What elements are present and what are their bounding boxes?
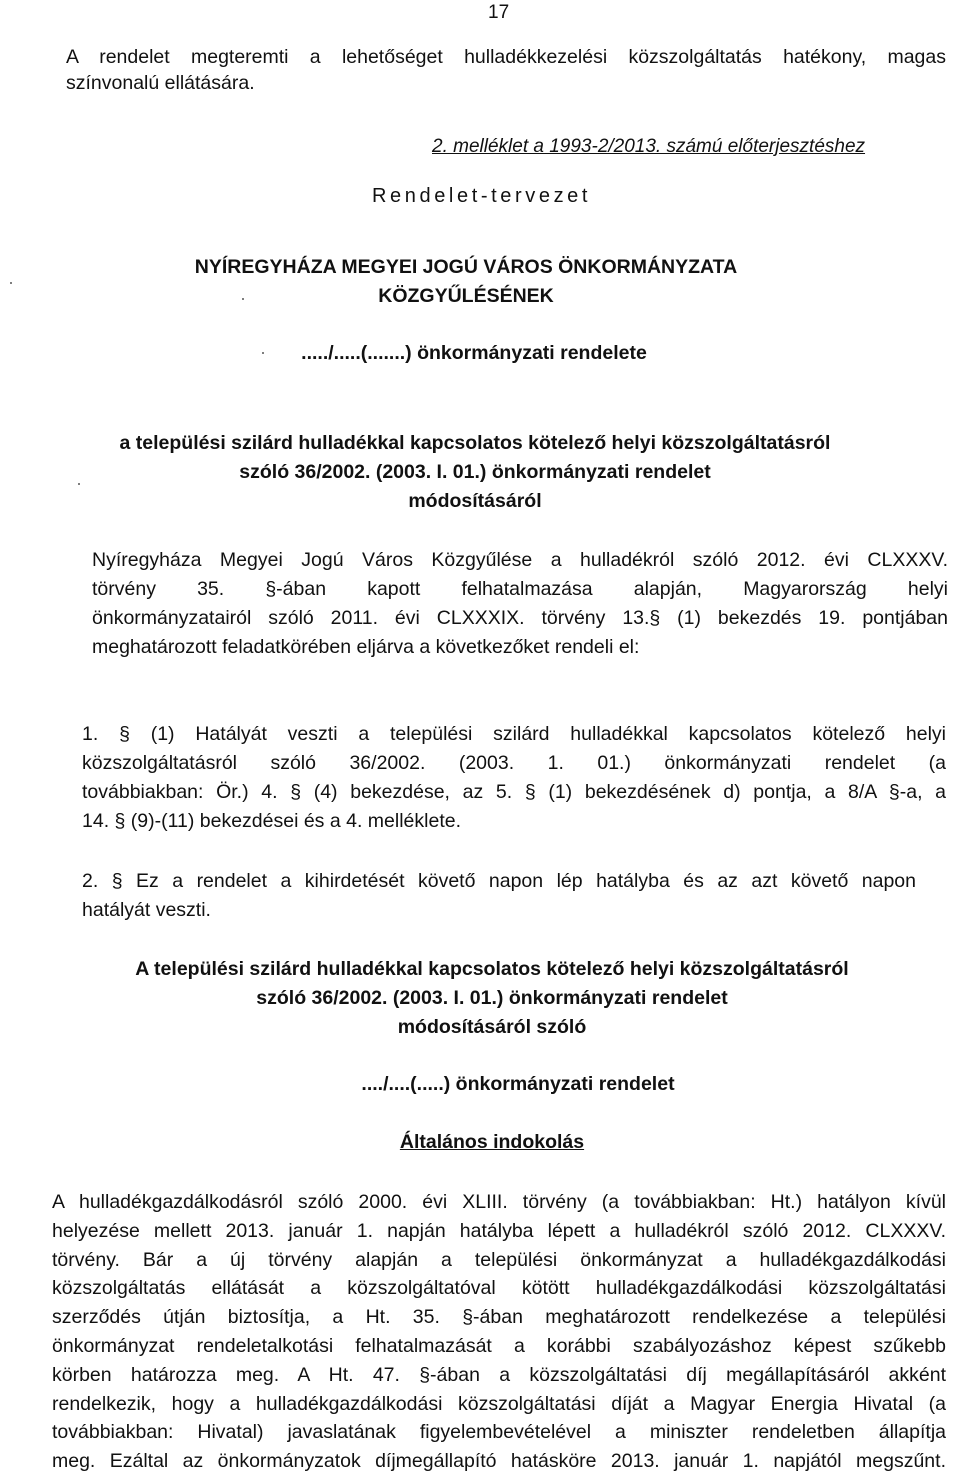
- section-2-line: hatályát veszti.: [82, 899, 211, 921]
- decree-number: ...../.....(.......) önkormányzati rendelete: [301, 342, 647, 364]
- intro-paragraph: [66, 44, 946, 96]
- section-2-line: 2. § Ez a rendelet a kihirdetését követő napon lép hatályba és az azt követő napon: [82, 870, 916, 892]
- decree-subject-line: módosításáról: [408, 490, 542, 512]
- general-justification-line: önkormányzat rendeletalkotási felhatalmazását a korábbi szabályozáshoz képest szűkebb: [52, 1334, 946, 1357]
- general-justification-line: közszolgáltatás ellátását a közszolgáltatóval kötött hulladékgazdálkodási közszolgáltatási: [52, 1277, 946, 1300]
- decree-subject-line: a települési szilárd hulladékkal kapcsolatos kötelező helyi közszolgáltatásról: [119, 432, 831, 454]
- draft-title: Rendelet-tervezet: [372, 185, 592, 207]
- general-justification-line: rendelkezik, hogy a hulladékgazdálkodási közszolgáltatási díját a Magyar Energia Hivatal (a: [52, 1392, 946, 1415]
- general-justification-line: szerződés útján biztosítja, a Ht. 35. §-ában meghatározott rendelkezése a települési: [52, 1306, 946, 1329]
- general-justification-line: körben határozza meg. A Ht. 47. §-ában a közszolgáltatási díj megállapításáról akként: [52, 1363, 946, 1386]
- general-justification-title: Általános indokolás: [399, 1131, 585, 1153]
- preamble-line: Nyíregyháza Megyei Jogú Város Közgyűlése a hulladékról szóló 2012. évi CLXXXV.: [92, 549, 948, 571]
- preamble-line: meghatározott feladatkörében eljárva a következőket rendeli el:: [92, 636, 640, 658]
- section-1-line: 14. § (9)-(11) bekezdései és a 4. melléklete.: [82, 810, 461, 832]
- general-justification-line: törvény. Bár a új törvény alapján a települési önkormányzat a hulladékgazdálkodási: [52, 1248, 946, 1271]
- preamble-line: önkormányzatairól szóló 2011. évi CLXXXIX. törvény 13.§ (1) bekezdés 19. pontjában: [92, 607, 948, 629]
- justification-decree: ..../....(.....) önkormányzati rendelet: [361, 1073, 675, 1095]
- section-1-line: közszolgáltatásról szóló 36/2002. (2003. 1. 01.) önkormányzati rendelet (a: [82, 752, 946, 774]
- section-1-line: továbbiakban: Ör.) 4. § (4) bekezdése, az 5. § (1) bekezdésének d) pontja, a 8/A §-a, a: [82, 781, 946, 803]
- page-number: 17: [488, 2, 510, 23]
- intro-line: színvonalú ellátására.: [66, 72, 255, 94]
- section-2: [82, 867, 916, 925]
- decree-subject-line: szóló 36/2002. (2003. I. 01.) önkormányzati rendelet: [239, 461, 711, 483]
- preamble-line: törvény 35. §-ában kapott felhatalmazása alapján, Magyarország helyi: [92, 578, 948, 600]
- intro-line: A rendelet megteremti a lehetőséget hulladékkezelési közszolgáltatás hatékony, magas: [66, 46, 946, 68]
- annex-reference: 2. melléklet a 1993-2/2013. számú előterjesztéshez: [432, 136, 866, 157]
- justification-header-line: A települési szilárd hulladékkal kapcsolatos kötelező helyi közszolgáltatásról: [135, 958, 849, 980]
- general-justification-line: továbbiakban: Hivatal) javaslatának figyelembevételével a miniszter rendeletben állapítja: [52, 1421, 946, 1444]
- section-1-line: 1. § (1) Hatályát veszti a települési szilárd hulladékkal kapcsolatos kötelező helyi: [82, 723, 946, 745]
- authority-line-1: NYÍREGYHÁZA MEGYEI JOGÚ VÁROS ÖNKORMÁNYZATA: [194, 256, 738, 278]
- justification-header-line: szóló 36/2002. (2003. I. 01.) önkormányzati rendelet: [256, 987, 728, 1009]
- general-justification-line: meg. Ezáltal az önkormányzatok díjmegállapító hatásköre 2013. január 1. napjától megszűnt.: [52, 1450, 946, 1473]
- scan-speck: [78, 483, 80, 485]
- authority-line-2: KÖZGYŰLÉSÉNEK: [378, 285, 554, 307]
- scan-speck: [242, 298, 244, 300]
- section-1: [82, 720, 946, 836]
- scan-speck: [10, 282, 12, 284]
- scan-speck: [262, 352, 264, 354]
- justification-header-line: módosításáról szóló: [397, 1016, 587, 1038]
- general-justification-paragraph: [52, 1188, 946, 1476]
- preamble-paragraph: [92, 546, 948, 662]
- general-justification-line: A hulladékgazdálkodásról szóló 2000. évi XLIII. törvény (a továbbiakban: Ht.) hatályon kívül: [52, 1191, 946, 1213]
- general-justification-line: helyezése mellett 2013. január 1. napján hatályba lépett a hulladékról szóló 2012. CLXXXV.: [52, 1219, 946, 1242]
